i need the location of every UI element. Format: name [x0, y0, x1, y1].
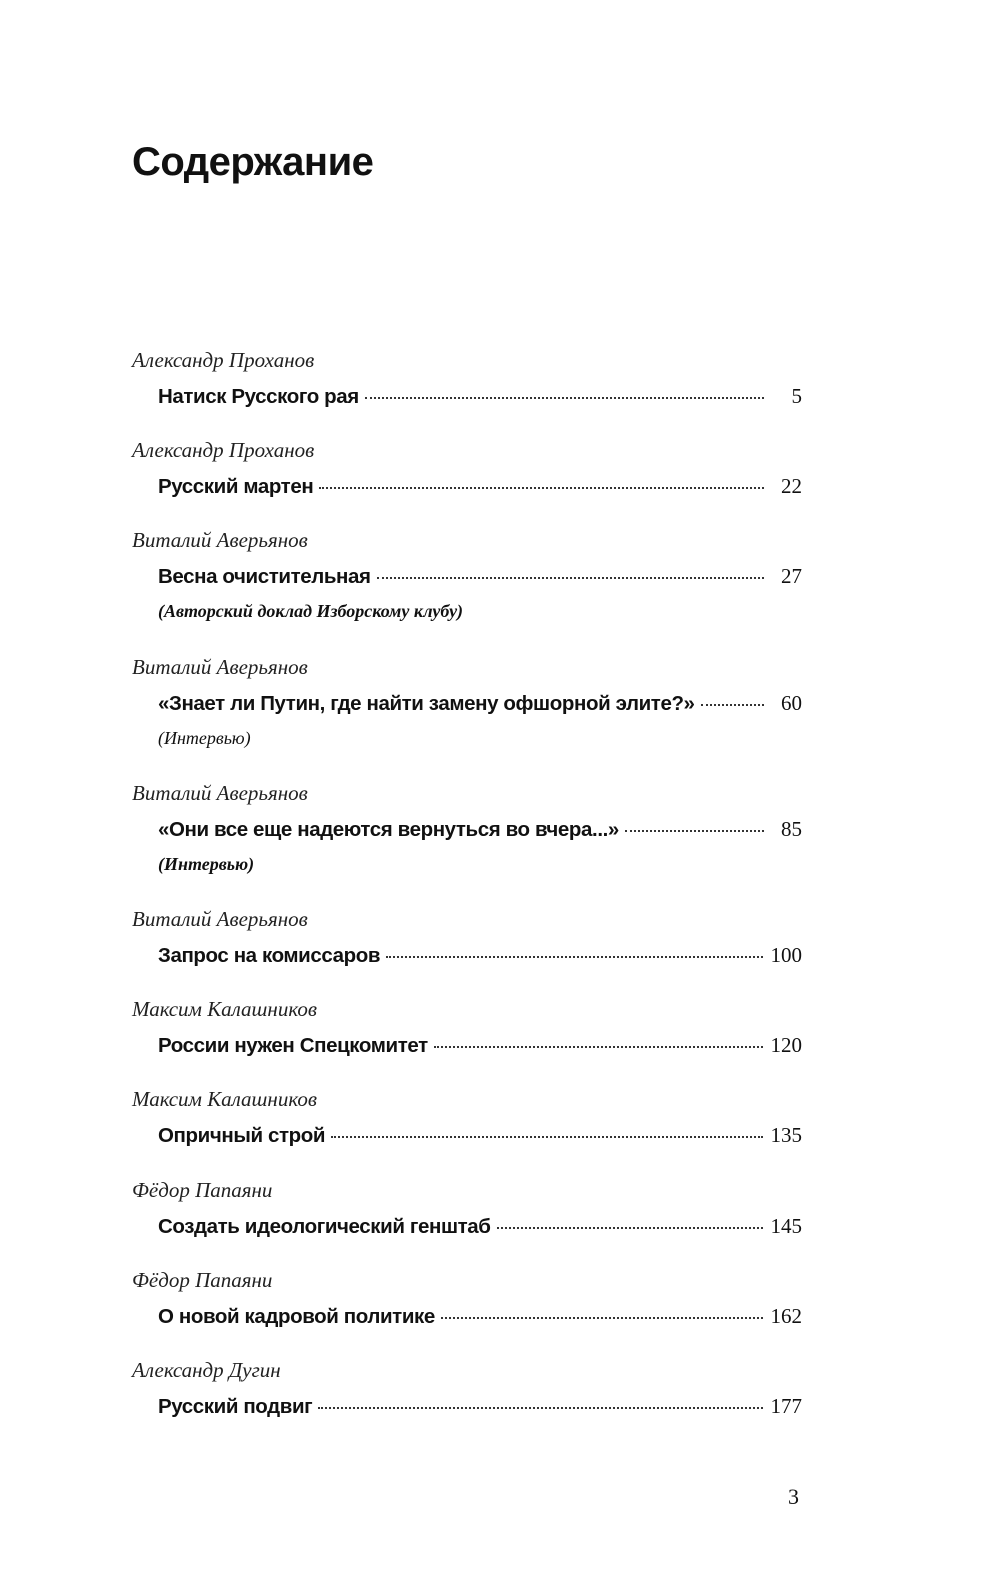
toc-entry: [132, 909, 802, 967]
toc-title: Опричный строй: [158, 1124, 326, 1147]
toc-entry: [132, 783, 802, 873]
toc-note: (Интервью): [158, 853, 255, 874]
toc-leader: [701, 704, 764, 706]
toc-leader: [377, 577, 764, 579]
toc-author: Максим Калашников: [132, 997, 317, 1021]
toc-title: «Знает ли Путин, где найти замену офшорной элите?»: [158, 692, 695, 715]
toc-page: 145: [770, 1214, 802, 1238]
toc-author: Виталий Аверьянов: [132, 655, 308, 679]
toc-title: Русский подвиг: [158, 1395, 313, 1418]
toc-title: Весна очистительная: [158, 565, 371, 588]
toc-title: Создать идеологический генштаб: [158, 1215, 491, 1238]
toc-leader: [434, 1046, 763, 1048]
toc-author: Александр Проханов: [132, 348, 315, 372]
toc-leader: [319, 487, 764, 489]
toc-author: Виталий Аверьянов: [132, 907, 308, 931]
toc-entry: [132, 657, 802, 747]
toc-entry: [132, 530, 802, 620]
toc-line[interactable]: [158, 1216, 802, 1238]
toc-line[interactable]: [158, 1125, 802, 1147]
page-number: 3: [788, 1484, 799, 1509]
toc-line[interactable]: [158, 819, 802, 841]
toc-leader: [331, 1136, 762, 1138]
toc-entry: [132, 350, 802, 408]
toc-line[interactable]: [158, 693, 802, 715]
toc-page: 5: [791, 384, 802, 408]
toc-line[interactable]: [158, 386, 802, 408]
toc-page: 27: [781, 564, 802, 588]
toc-entry: [132, 1270, 802, 1328]
toc-author: Виталий Аверьянов: [132, 781, 308, 805]
toc-line[interactable]: [158, 1396, 802, 1418]
toc-leader: [625, 830, 764, 832]
toc-page: 162: [770, 1304, 802, 1328]
toc-page: 177: [770, 1394, 802, 1418]
toc-author: Александр Проханов: [132, 438, 315, 462]
toc-page: 135: [770, 1123, 802, 1147]
toc-title: Русский мартен: [158, 475, 314, 498]
toc-entry: [132, 999, 802, 1057]
toc-line[interactable]: [158, 1306, 802, 1328]
toc-title: Запрос на комиссаров: [158, 944, 381, 967]
toc-leader: [318, 1407, 762, 1409]
toc-title: России нужен Спецкомитет: [158, 1034, 428, 1057]
toc-title: «Они все еще надеются вернуться во вчера...»: [158, 818, 619, 841]
toc-line[interactable]: [158, 476, 802, 498]
toc-entry: [132, 1180, 802, 1238]
toc-page: 22: [781, 474, 802, 498]
toc-author: Александр Дугин: [132, 1358, 281, 1382]
toc-leader: [365, 397, 764, 399]
toc-leader: [441, 1317, 763, 1319]
toc-entry: [132, 1089, 802, 1147]
page-title: Содержание: [132, 140, 374, 184]
toc-title: Натиск Русского рая: [158, 385, 359, 408]
toc-page: 85: [781, 817, 802, 841]
toc-title: О новой кадровой политике: [158, 1305, 435, 1328]
toc-author: Виталий Аверьянов: [132, 528, 308, 552]
toc-note: (Авторский доклад Изборскому клубу): [158, 600, 464, 621]
toc-author: Максим Калашников: [132, 1087, 317, 1111]
toc-note: (Интервью): [158, 727, 251, 748]
toc-author: Фёдор Папаяни: [132, 1268, 273, 1292]
toc-page: 100: [770, 943, 802, 967]
toc-page: 60: [781, 691, 802, 715]
toc-author: Фёдор Папаяни: [132, 1178, 273, 1202]
toc-leader: [386, 956, 762, 958]
toc-entry: [132, 1360, 802, 1418]
toc-line[interactable]: [158, 945, 802, 967]
toc-page: 120: [770, 1033, 802, 1057]
toc-entry: [132, 440, 802, 498]
toc-leader: [497, 1227, 763, 1229]
toc-line[interactable]: [158, 1035, 802, 1057]
toc-line[interactable]: [158, 566, 802, 588]
